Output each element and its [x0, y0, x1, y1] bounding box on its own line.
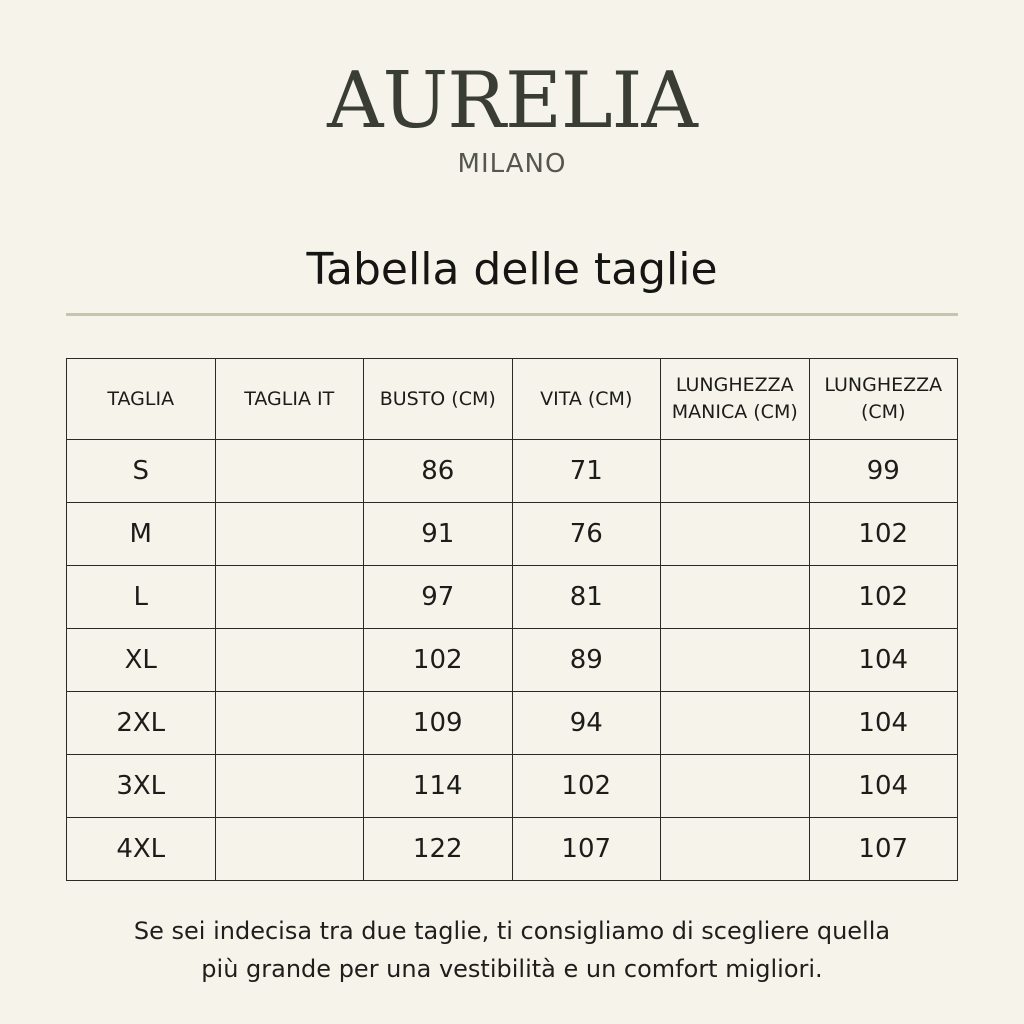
cell-waist: 107 [512, 818, 661, 881]
cell-length: 107 [809, 818, 958, 881]
table-row [67, 755, 958, 818]
cell-size: XL [67, 629, 216, 692]
cell-size: M [67, 503, 216, 566]
table-row [67, 629, 958, 692]
cell-bust: 109 [364, 692, 513, 755]
cell-size: L [67, 566, 216, 629]
cell-sleeve-length [661, 503, 810, 566]
cell-length: 102 [809, 566, 958, 629]
table-row [67, 440, 958, 503]
header-size: TAGLIA [67, 359, 216, 440]
table-row [67, 503, 958, 566]
cell-length: 104 [809, 692, 958, 755]
cell-size-it [215, 440, 364, 503]
header-waist: VITA (CM) [512, 359, 661, 440]
cell-size-it [215, 503, 364, 566]
header-length: LUNGHEZZA (CM) [809, 359, 958, 440]
cell-waist: 81 [512, 566, 661, 629]
cell-bust: 102 [364, 629, 513, 692]
cell-length: 104 [809, 629, 958, 692]
table-row [67, 692, 958, 755]
cell-waist: 102 [512, 755, 661, 818]
cell-bust: 122 [364, 818, 513, 881]
cell-sleeve-length [661, 755, 810, 818]
table-body [67, 440, 958, 881]
cell-size: 4XL [67, 818, 216, 881]
cell-waist: 71 [512, 440, 661, 503]
cell-size-it [215, 692, 364, 755]
table-row [67, 566, 958, 629]
cell-size: 2XL [67, 692, 216, 755]
cell-size-it [215, 566, 364, 629]
brand-logo: AURELIA [327, 56, 697, 146]
cell-length: 99 [809, 440, 958, 503]
cell-length: 102 [809, 503, 958, 566]
note-line-2: più grande per una vestibilità e un comfort migliori. [201, 955, 823, 983]
cell-bust: 114 [364, 755, 513, 818]
cell-sleeve-length [661, 692, 810, 755]
header-sleeve-length: LUNGHEZZA MANICA (CM) [661, 359, 810, 440]
header-size-it: TAGLIA IT [215, 359, 364, 440]
note-line-1: Se sei indecisa tra due taglie, ti consigliamo di scegliere quella [133, 917, 891, 945]
cell-sleeve-length [661, 629, 810, 692]
title-divider [66, 313, 958, 316]
page-title: Tabella delle taglie [306, 244, 718, 295]
cell-size: 3XL [67, 755, 216, 818]
cell-sleeve-length [661, 818, 810, 881]
cell-size: S [67, 440, 216, 503]
header-bust: BUSTO (CM) [364, 359, 513, 440]
cell-size-it [215, 629, 364, 692]
table-row [67, 818, 958, 881]
cell-waist: 76 [512, 503, 661, 566]
cell-length: 104 [809, 755, 958, 818]
cell-size-it [215, 818, 364, 881]
cell-waist: 94 [512, 692, 661, 755]
cell-size-it [215, 755, 364, 818]
cell-sleeve-length [661, 440, 810, 503]
cell-sleeve-length [661, 566, 810, 629]
cell-waist: 89 [512, 629, 661, 692]
fit-advice-note [0, 912, 1024, 988]
cell-bust: 86 [364, 440, 513, 503]
brand-location: MILANO [457, 149, 567, 179]
cell-bust: 91 [364, 503, 513, 566]
cell-bust: 97 [364, 566, 513, 629]
size-table [66, 358, 958, 881]
header-row [67, 359, 958, 440]
